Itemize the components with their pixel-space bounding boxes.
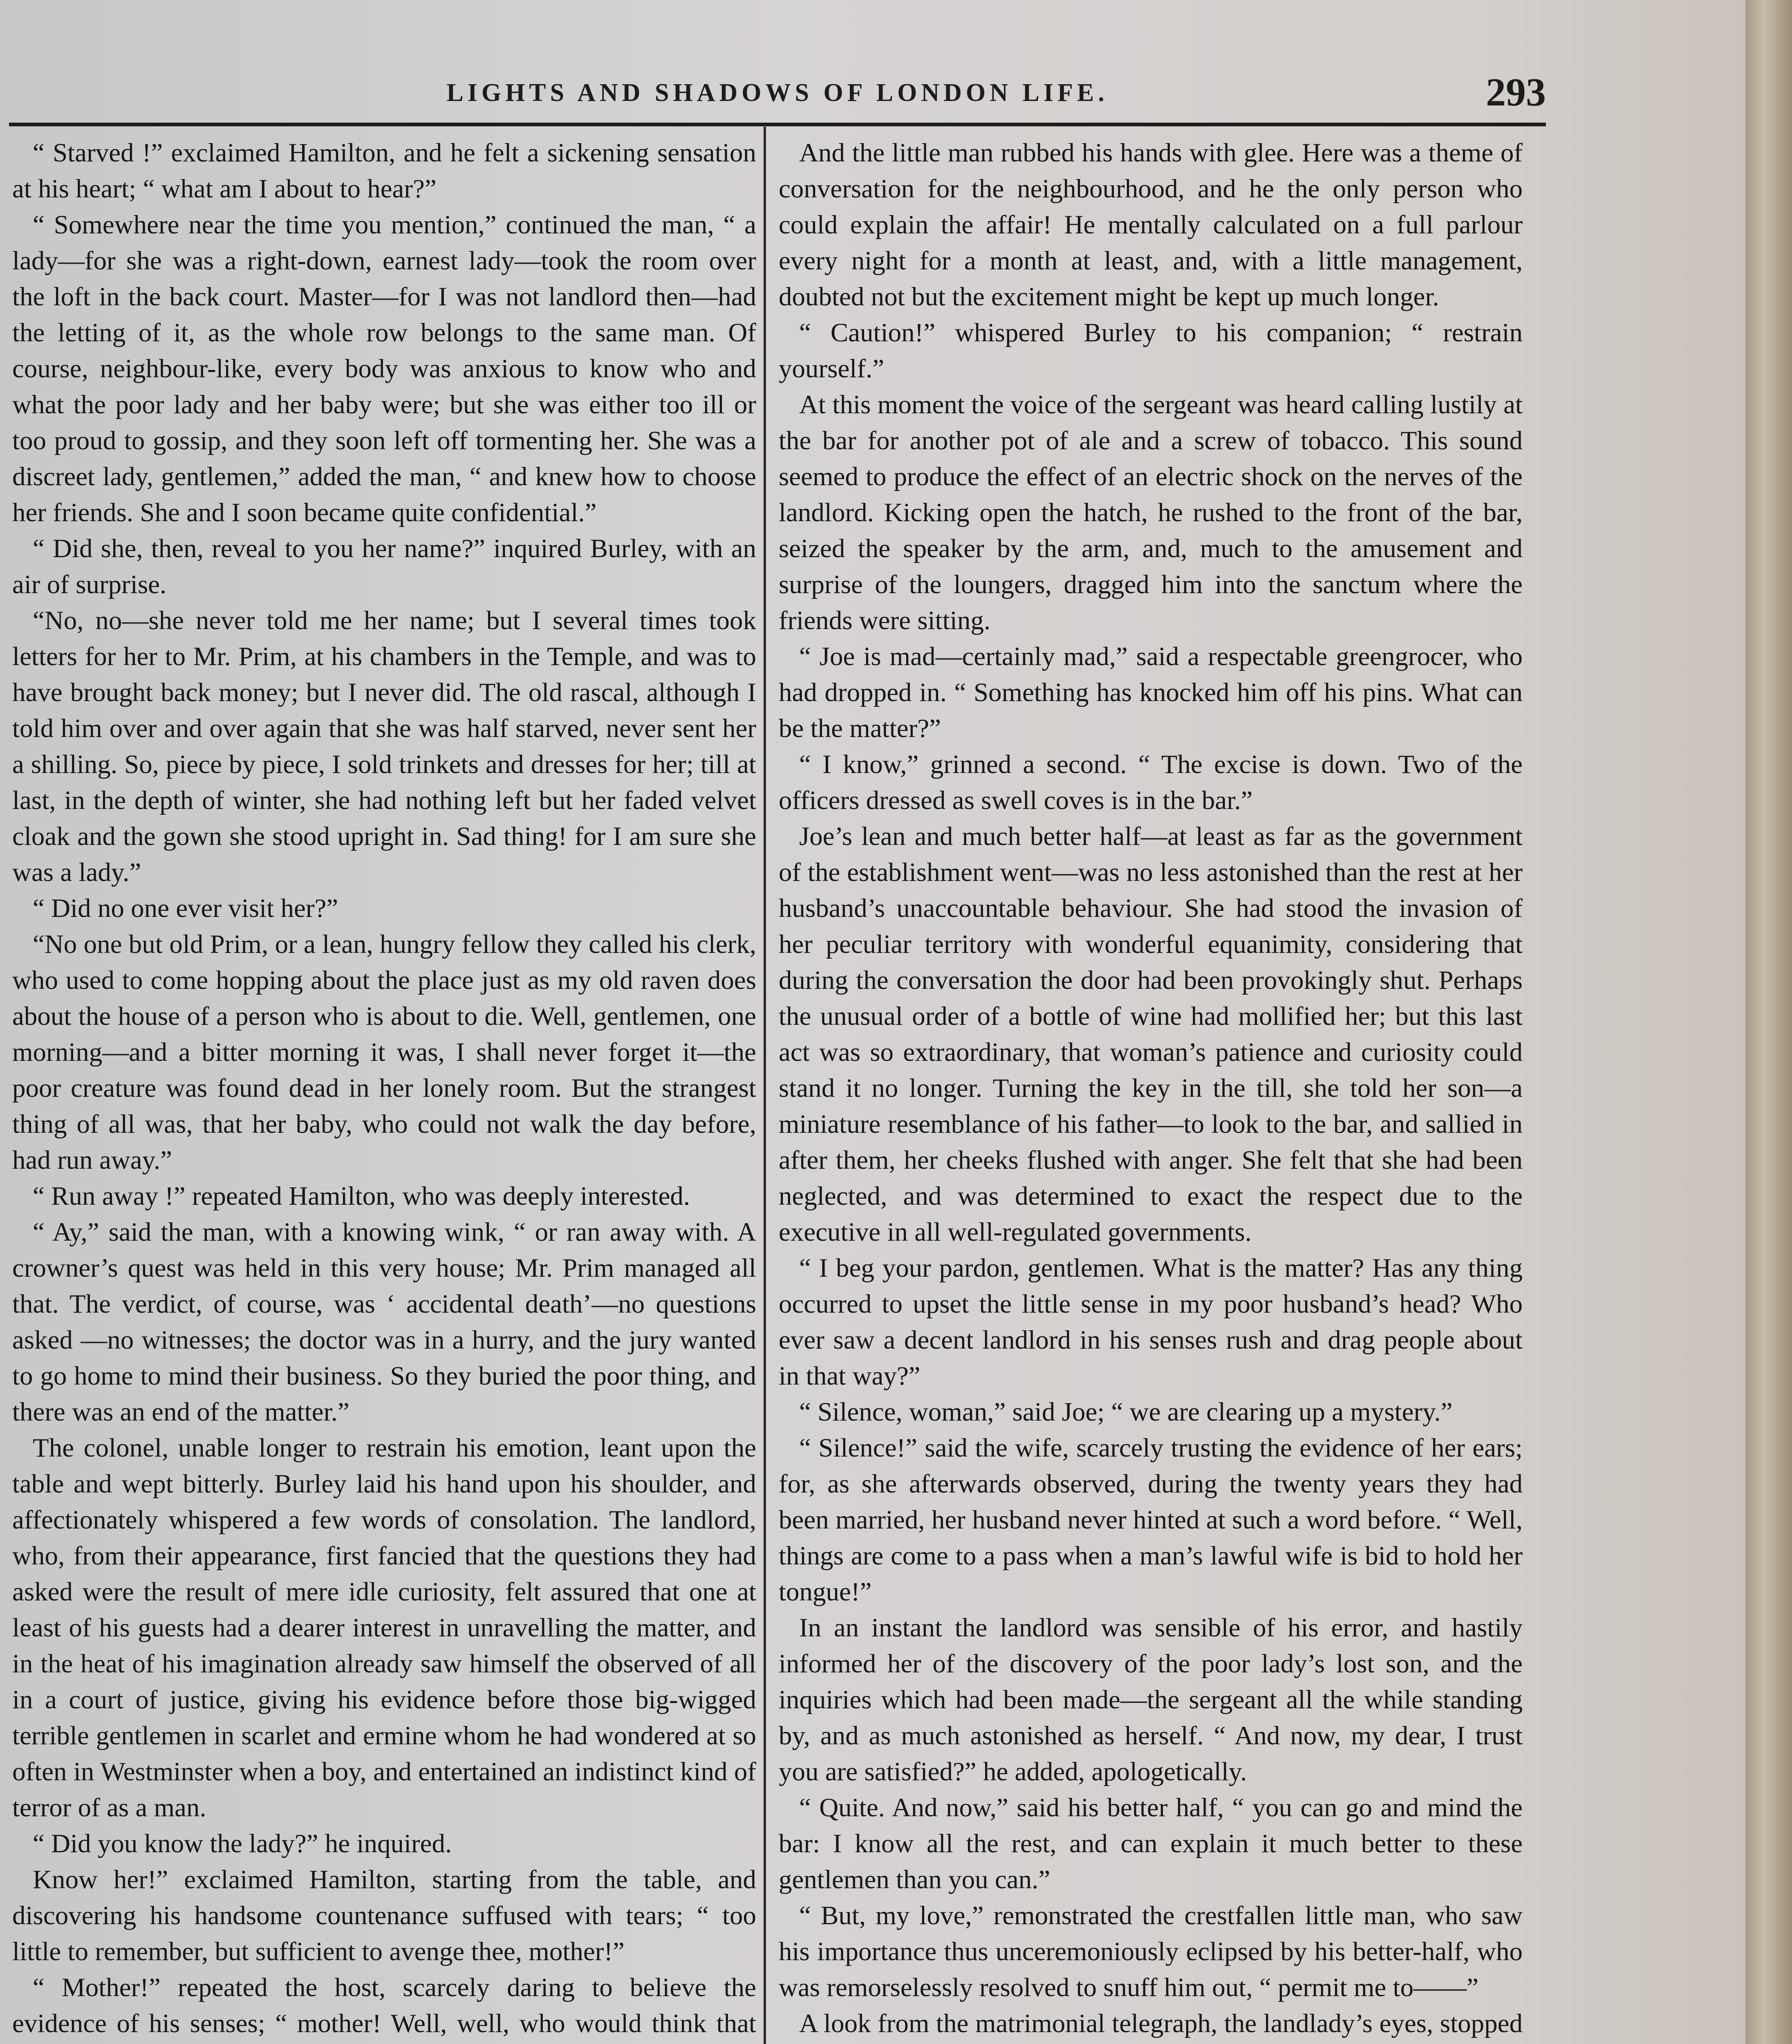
left-column: [12, 135, 756, 2044]
paragraph: “ Mother!” repeated the host, scarcely daring to believe the evidence of his senses; “ mother! Well, well, who would think that: [12, 1973, 756, 2038]
paragraph: “ Silence, woman,” said Joe; “ we are clearing up a mystery.”: [799, 1397, 1453, 1427]
paragraph: The colonel, unable longer to restrain his emotion, leant upon the table and wept bitterly. Burley laid his hand upon his shoulder, and affectionately whispered a few words of consolation. The landlord, who, from their appearance, first fancied that the questions they had asked were the result of mere idle curiosity, felt assured that one at least of his guests had a dearer interest in unravelling the matter, and in the heat of his imagination already saw himself the observed of all in a court of justice, giving his evidence before those big-wigged terrible gentlemen in scarlet and ermine whom he had wondered at so often in Westminster when a boy, and entertained an indistinct kind of terror of as a man.: [12, 1433, 756, 1822]
column-divider: [764, 127, 766, 2044]
paragraph: “ Caution!” whispered Burley to his companion; “ restrain yourself.”: [779, 318, 1523, 383]
paragraph: “No one but old Prim, or a lean, hungry fellow they called his clerk, who used to come hopping about the place just as my old raven does about the house of a person who is about to die. Well, gentlemen, one morning—and a bitter morning it was, I shall never forget it—the poor creature was found dead in her lonely room. But the strangest thing of all was, that her baby, who could not walk the day before, had run away.”: [12, 930, 756, 1175]
paragraph: “ I beg your pardon, gentlemen. What is the matter? Has any thing occurred to upset the little sense in my poor husband’s head? Who ever saw a decent landlord in his senses rush and drag people about in that way?”: [779, 1253, 1523, 1391]
paragraph: “No, no—she never told me her name; but I several times took letters for her to Mr. Prim, at his chambers in the Temple, and was to have brought back money; but I never did. The old rascal, although I told him over and over again that she was half starved, never sent her a shilling. So, piece by piece, I sold trinkets and dresses for her; till at last, in the depth of winter, she had nothing left but her faded velvet cloak and the gown she stood upright in. Sad thing! for I am sure she was a lady.”: [12, 606, 756, 887]
paragraph: In an instant the landlord was sensible of his error, and hastily informed her of the discovery of the poor lady’s lost son, and the inquiries which had been made—the sergeant all the while standing by, and as much astonished as herself. “ And now, my dear, I trust you are satisfied?” he added, apologetically.: [779, 1613, 1523, 1786]
paragraph: “ Ay,” said the man, with a knowing wink, “ or ran away with. A crowner’s quest was held in this very house; Mr. Prim managed all that. The verdict, of course, was ‘ accidental death’—no questions asked —no witnesses; the doctor was in a hurry, and the jury wanted to go home to mind their business. So they buried the poor thing, and there was an end of the matter.”: [12, 1217, 756, 1427]
paragraph: Know her!” exclaimed Hamilton, starting from the table, and discovering his handsome countenance suffused with tears; “ too little to remember, but sufficient to avenge thee, mother!”: [12, 1865, 756, 1966]
page-header: [9, 61, 1546, 126]
paragraph: “ Quite. And now,” said his better half, “ you can go and mind the bar: I know all the rest, and can explain it much better to these gentlemen than you can.”: [779, 1793, 1523, 1894]
paragraph: “ Silence!” said the wife, scarcely trusting the evidence of her ears; for, as she afterwards observed, during the twenty years they had been married, her husband never hinted at such a word before. “ Well, things are come to a pass when a man’s lawful wife is bid to hold her tongue!”: [779, 1433, 1523, 1607]
paragraph: And the little man rubbed his hands with glee. Here was a theme of conversation for the neighbourhood, and he the only person who could explain the affair! He mentally calculated on a full parlour every night for a month at least, and, with a little management, doubted not but the excitement might be kept up much longer.: [779, 138, 1523, 312]
paragraph: “ Joe is mad—certainly mad,” said a respectable greengrocer, who had dropped in. “ Something has knocked him off his pins. What can be the matter?”: [779, 642, 1523, 743]
paragraph: “ Did she, then, reveal to you her name?” inquired Burley, with an air of surprise.: [12, 534, 756, 599]
paragraph: “ Did you know the lady?” he inquired.: [33, 1829, 452, 1858]
paragraph: A look from the matrimonial telegraph, the landlady’s eyes, stopped: [799, 2009, 1523, 2038]
paragraph: “ I know,” grinned a second. “ The excise is down. Two of the officers dressed as swell coves is in the bar.”: [779, 750, 1523, 815]
paragraph: “ Somewhere near the time you mention,” continued the man, “ a lady—for she was a right-down, earnest lady—took the room over the loft in the back court. Master—for I was not landlord then—had the letting of it, as the whole row belongs to the same man. Of course, neighbour-like, every body was anxious to know who and what the poor lady and her baby were; but she was either too ill or too proud to gossip, and they soon left off tormenting her. She was a discreet lady, gentlemen,” added the man, “ and knew how to choose her friends. She and I soon became quite confidential.”: [12, 210, 756, 527]
paragraph: “ Did no one ever visit her?”: [33, 894, 338, 923]
right-column: [779, 135, 1523, 2044]
paragraph: “ Starved !” exclaimed Hamilton, and he felt a sickening sensation at his heart; “ what am I about to hear?”: [12, 138, 756, 204]
paragraph: Joe’s lean and much better half—at least as far as the government of the establishment went—was no less astonished than the rest at her husband’s unaccountable behaviour. She had stood the invasion of her peculiar territory with wonderful equanimity, considering that during the conversation the door had been provokingly shut. Perhaps the unusual order of a bottle of wine had mollified her; but this last act was so extraordinary, that woman’s patience and curiosity could stand it no longer. Turning the key in the till, she told her son—a miniature resemblance of his father—to look to the bar, and sallied in after them, her cheeks flushed with anger. She felt that she had been neglected, and was determined to exact the respect due to the executive in all well-regulated governments.: [779, 822, 1523, 1247]
page-number: 293: [1486, 70, 1546, 114]
book-spine-edge: [1745, 0, 1792, 2044]
paragraph: “ Run away !” repeated Hamilton, who was deeply interested.: [33, 1181, 690, 1211]
running-title: LIGHTS AND SHADOWS OF LONDON LIFE.: [446, 79, 1109, 107]
paragraph: At this moment the voice of the sergeant was heard calling lustily at the bar for another pot of ale and a screw of tobacco. This sound seemed to produce the effect of an electric shock on the nerves of the landlord. Kicking open the hatch, he rushed to the front of the bar, seized the speaker by the arm, and, much to the amusement and surprise of the loungers, dragged him into the sanctum where the friends were sitting.: [779, 390, 1523, 635]
paragraph: “ But, my love,” remonstrated the crestfallen little man, who saw his importance thus unceremoniously eclipsed by his better-half, who was remorselessly resolved to snuff him out, “ permit me to——”: [779, 1901, 1523, 2002]
